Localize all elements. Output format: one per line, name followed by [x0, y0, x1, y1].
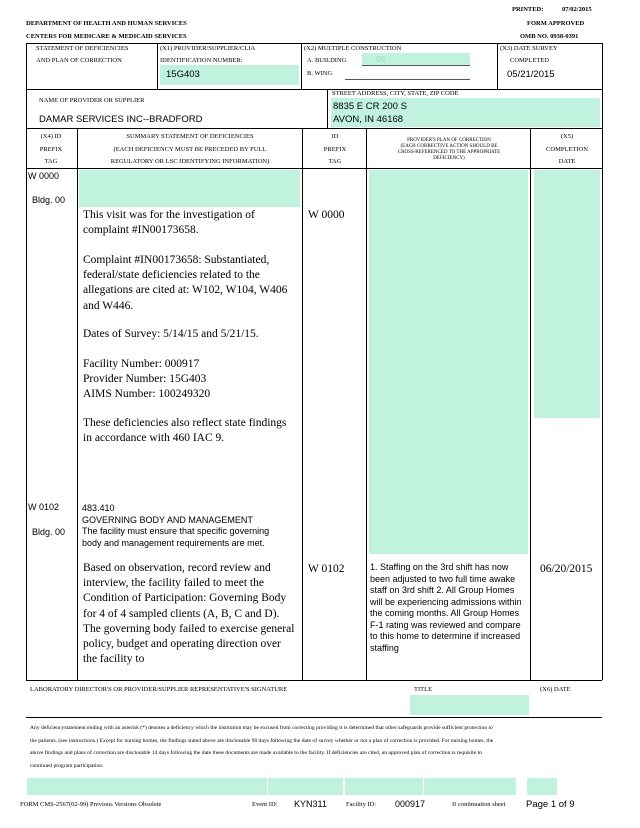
divider-address [327, 89, 328, 128]
summary-header: SUMMARY STATEMENT OF DEFICIENCIES [126, 133, 254, 140]
divider-x2 [301, 43, 302, 89]
w0102-building: Bldg. 00 [32, 527, 66, 537]
prefix-header-2: PREFIX [323, 146, 347, 153]
building-underline [362, 65, 470, 66]
form-top-border [26, 43, 602, 44]
x2-label: (X2) MULTIPLE CONSTRUCTION [304, 45, 402, 52]
completion-header: COMPLETION [546, 146, 588, 153]
department-heading: DEPARTMENT OF HEALTH AND HUMAN SERVICES [26, 20, 187, 27]
tag-header-2: TAG [328, 158, 342, 165]
prefix-header: PREFIX [39, 146, 63, 153]
complaint-paragraph: Complaint #IN00173658: Substantiated, federal/state deficiencies related to the allegations are cited at: W102, W104, W406 and W446. [83, 254, 288, 312]
date-header: DATE [558, 158, 576, 165]
w0102-right-tag: W 0102 [308, 563, 345, 575]
x1-sublabel: IDENTIFICATION NUMBER: [160, 57, 243, 64]
statement-label-1: STATEMENT OF DEFICIENCIES [36, 45, 129, 52]
table-bottom-border [26, 680, 602, 681]
omb-number: OMB NO. 0938-0391 [520, 33, 579, 40]
provider-name-value: DAMAR SERVICES INC--BRADFORD [39, 114, 203, 125]
footer-highlight-2 [268, 778, 343, 795]
col-line-x4 [77, 128, 78, 680]
centers-heading: CENTERS FOR MEDICARE & MEDICAID SERVICES [26, 33, 187, 40]
divider-x1 [157, 43, 158, 89]
row2-bottom-border [26, 128, 602, 129]
footer-highlight-4 [424, 778, 516, 795]
x1-label: (X1) PROVIDER/SUPPLIER/CLIA [160, 45, 256, 52]
title-highlight [410, 695, 529, 715]
aims-number-line: AIMS Number: 100249320 [83, 388, 211, 400]
col-line-summary [302, 128, 303, 680]
survey-date-value: 05/21/2015 [507, 69, 555, 80]
w0000-building: Bldg. 00 [32, 195, 66, 205]
signature-bottom-border [26, 717, 602, 718]
w0102-tag: W 0102 [28, 502, 60, 512]
w0000-right-tag: W 0000 [308, 209, 345, 221]
summary-header-2: (EACH DEFICIENCY MUST BE PRECEDED BY FULL [113, 146, 267, 153]
footer-highlight-5 [527, 778, 557, 795]
row1-bottom-border [26, 89, 602, 90]
completion-date: 06/20/2015 [540, 563, 593, 575]
provider-number-line: Provider Number: 15G403 [83, 373, 207, 385]
event-id-value: KYN311 [294, 799, 327, 809]
statement-label-2: AND PLAN OF CORRECTION [36, 57, 122, 64]
signature-label: LABORATORY DIRECTOR'S OR PROVIDER/SUPPLIER REPRESENTATIVE'S SIGNATURE [30, 686, 288, 693]
regulation-title: GOVERNING BODY AND MANAGEMENT [82, 515, 253, 525]
state-findings-paragraph: These deficiencies also reflect state findings in accordance with 460 IAC 9. [83, 417, 287, 445]
form-left-border [26, 43, 27, 128]
title-label: TITLE [414, 686, 433, 693]
building-value: 00 [376, 55, 385, 64]
printed-date: 07/02/2015 [562, 6, 592, 13]
col-line-right [602, 128, 603, 680]
footer-highlight-1 [27, 778, 267, 795]
facility-id-value: 000917 [395, 799, 426, 809]
plan-header-2: (EACH CORRECTIVE ACTION SHOULD BE [400, 144, 498, 149]
building-label: A. BUILDING [307, 57, 347, 64]
address-label: STREET ADDRESS, CITY, STATE, ZIP CODE [332, 90, 459, 97]
col-line-left [26, 128, 27, 680]
tag-header: TAG [44, 158, 58, 165]
form-right-border [602, 43, 603, 128]
completion-highlight [534, 170, 600, 418]
address-line-2: AVON, IN 46168 [333, 114, 404, 125]
event-id-label: Event ID: [252, 801, 278, 808]
wing-label: B. WING [307, 70, 333, 77]
facility-number-line: Facility Number: 000917 [83, 358, 200, 370]
id-header: ID [331, 133, 339, 140]
footer-highlight-3 [345, 778, 423, 795]
form-number: FORM CMS-2567(02-99) Previous Versions Obsolete [20, 801, 162, 808]
w0000-tag: W 0000 [28, 171, 60, 181]
page-number: Page 1 of 9 [526, 799, 575, 810]
regulation-text: The facility must ensure that specific governing body and management requirements are met. [82, 526, 270, 548]
plan-header-3: CROSS-REFERENCED TO THE APPROPRIATE [397, 150, 501, 155]
wing-underline [345, 79, 470, 80]
col-line-id [366, 128, 367, 680]
provider-name-label: NAME OF PROVIDER OR SUPPLIER [39, 97, 145, 104]
x6-date-label: (X6) DATE [540, 686, 571, 693]
divider-x3 [497, 43, 498, 89]
provider-id-value: 15G403 [166, 69, 200, 80]
facility-id-label: Facility ID: [346, 801, 377, 808]
regulation-number: 483.410 [82, 503, 115, 513]
form-approved: FORM APPROVED [527, 20, 585, 27]
summary-highlight [79, 170, 300, 207]
plan-header-1: PROVIDER'S PLAN OF CORRECTION [407, 138, 491, 143]
printed-label: PRINTED: [512, 6, 544, 13]
x3-sublabel: COMPLETED [510, 57, 549, 64]
header-bottom-border [26, 168, 602, 169]
summary-header-3: REGULATORY OR LSC IDENTIFYING INFORMATION) [110, 158, 270, 165]
continuation-label: If continuation sheet [452, 801, 506, 808]
x5-header: (X5) [560, 133, 574, 140]
address-line-1: 8835 E CR 200 S [333, 101, 407, 112]
finding-paragraph: Based on observation, record review and interview, the facility failed to meet the Condition of Participation: Governing Body for 4 of 4 sampled clients (A, B, C and D). The governing body failed to exercise general policy, budget and operating direction over the facility to [83, 562, 295, 666]
col-line-plan [530, 128, 531, 680]
x3-label: (X3) DATE SURVEY [500, 45, 558, 52]
visit-paragraph: This visit was for the investigation of complaint #IN00173658. [83, 209, 255, 237]
survey-dates-paragraph: Dates of Survey: 5/14/15 and 5/21/15. [83, 328, 259, 340]
plan-highlight [369, 170, 528, 554]
disclaimer-text: Any deficiencystatement ending with an asterisk (*) denotes a deficiency which the institution may be excused from correcting providing it is determined that other safeguards provide sufficient protection to the patients. (see instructions.) Except for nursing homes, the findings stated above are disclosable 90 days following the date of survey whether or not a plan of correction is provided. For nursing homes, the above findings and plans of correction are disclosable 14 days following the date these documents are made available to the facility. If deficiencies are cited, an approved plan of correction is requisite to continued program participation. [30, 725, 494, 769]
x4-id-header: (X4) ID [40, 133, 62, 140]
plan-of-correction-text: 1. Staffing on the 3rd shift has now been adjusted to two full time awake staff on 3rd shift 2. All Group Homes will be experiencing admissions within the coming months. All Group Homes F-1 rating was reviewed and compare to this home to determine if increased staffing [370, 562, 522, 653]
plan-header-4: DEFICIENCY) [433, 156, 465, 161]
